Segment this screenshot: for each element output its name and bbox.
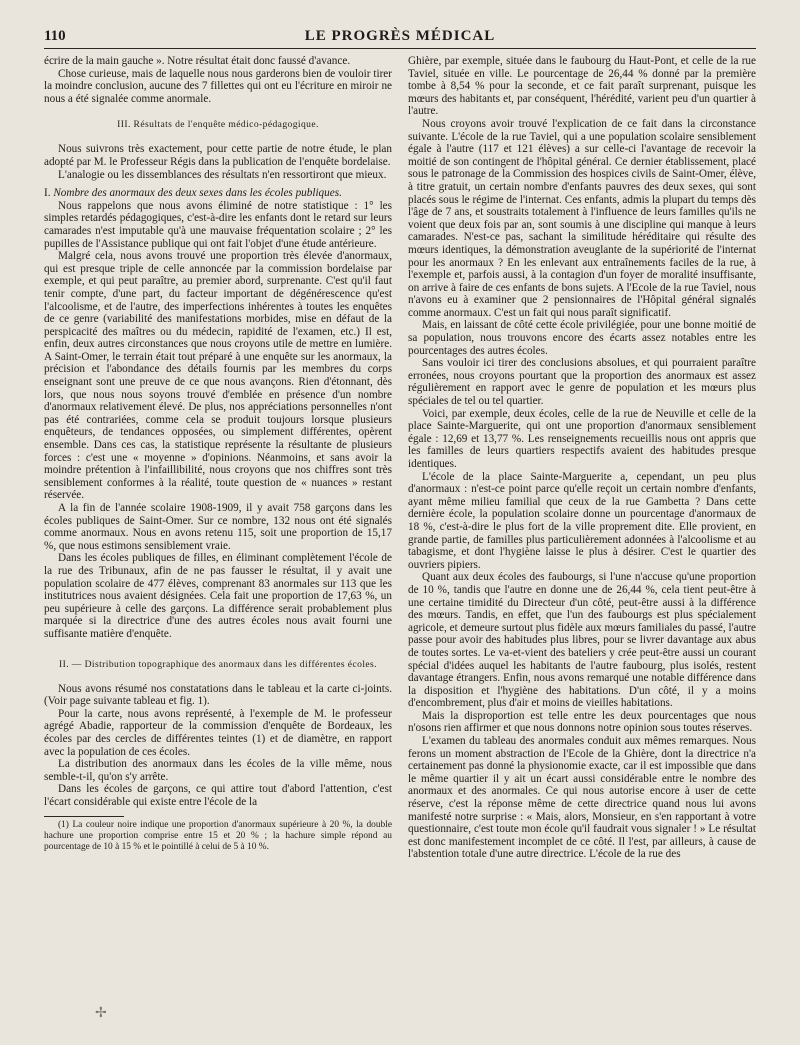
paragraph: L'analogie ou les dissemblances des résultats n'en ressortiront que mieux. [58,168,387,181]
left-column [44,55,392,861]
paragraph: Nous avons résumé nos constatations dans le tableau et la carte ci-joints. (Voir page suivante tableau et fig. 1). [44,682,392,708]
paragraph: L'école de la place Sainte-Marguerite a, cependant, un peu plus d'anormaux : n'est-ce point parce qu'elle reçoit un certain nombre d'enfants, ayant même milieu familial que ceux de la rue Gambetta ? Dans cette dernière école, la population scolaire donne un pourcentage d'anormaux de 18 %, c'est-à-dire le plus fort de la ville proprement dite. Elle provient, en grande partie, de familles plus particulièrement adonnées à l'alcoolisme et au tabagisme, et dont l'hygiène laisse le plus à désirer. C'est le quartier des ouvriers pipiers. [408,470,756,571]
paragraph: Sans vouloir ici tirer des conclusions absolues, et qui pourraient paraître erronées, nous croyons pourtant que la proportion des anormaux est assez régulièrement en rapport avec le genre de population et les mœurs plus spéciales de tel ou tel quartier. [408,357,756,408]
paragraph: Malgré cela, nous avons trouvé une proportion très élevée d'anormaux, qui est presque triple de celle annoncée par la commission bordelaise par exemple, et qui peut paraître, au premier abord, surprenante. C'est qu'il faut tenir compte, d'une part, du facteur important de dégénérescence qu'est l'alcoolisme, et de l'autre, des imperfections inhérentes à toutes les enquêtes de ce genre (variabilité des manifestations morbides, mise en défaut de la perspicacité des maîtres ou du médecin, rapidité de l'examen, etc.) Il est, enfin, deux autres circonstances que nous croyons utile de mettre en lumière. A Saint-Omer, le terrain était tout préparé à une enquête sur les anormaux, la précision et l'abondance des détails fournis par les membres du corps enseignant sont une preuve de ce que nous avançons. Rien d'étonnant, dès lors, que nous nous soyons trouvé d'emblée en présence d'un nombre d'anormaux relativement élevé. De plus, nos appréciations personnelles n'ont pas été contrariées, comme cela se produit toujours lorsque plusieurs enquêteurs, de tendances opposées, ou simplement différentes, opèrent ensemble. Dans ces cas, la statistique représente la résultante de plusieurs forces : c'est une « moyenne » d'opinions. Néanmoins, et sans avoir la moindre prétention à l'infaillibilité, nous croyons que nos chiffres sont très sensiblement conformes à la réalité, toute question de « nuances » restant réservée. [44,250,392,502]
footnote: (1) La couleur noire indique une proportion d'anormaux supérieure à 20 %, la double hachure une proportion comprise entre 15 et 20 % ; la hachure simple répond au pourcentage de 10 à 15 % et le pointillé à celui de 5 à 10 %. [44,820,392,852]
paragraph: Pour la carte, nous avons représenté, à l'exemple de M. le professeur agrégé Abadie, rapporteur de la commission d'enquête de Bordeaux, les écoles par des cercles de différentes teintes (1) et de diamètre, en rapport avec la population de ces écoles. [44,707,392,758]
section-heading-2: II. — Distribution topographique des anormaux dans les différentes écoles. [59,658,377,670]
paragraph: Mais la disproportion est telle entre les deux pourcentages que nous n'osons rien affirmer et que nous donnons notre opinion sous toutes réserves. [408,709,756,735]
section-heading-3: III. Résultats de l'enquête médico-pédagogique. [117,119,319,131]
paragraph: Nous suivrons très exactement, pour cette partie de notre étude, le plan adopté par M. le Professeur Régis dans la publication de l'enquête bordelaise. [44,143,392,168]
text-columns [44,55,756,861]
paragraph: La distribution des anormaux dans les écoles de la ville même, nous semble-t-il, qu'on s'y arrête. [44,758,392,783]
paragraph: Nous croyons avoir trouvé l'explication de ce fait dans la circonstance suivante. L'école de la rue Taviel, qui a une population scolaire sensiblement égale à l'autre (117 et 121 élèves) a sur celle-ci l'avantage de recevoir la moitié de son contingent de l'hôpital général. Ce dernier établissement, placé sous le patronage de la Commission des hospices civils de Saint-Omer, élève, à titre gratuit, un certain nombre d'enfants pauvres des deux sexes, qui sont placés sous le régime de l'internat. Ces enfants, admis la plupart du temps dès l'âge de 7 ans, et soustraits totalement à l'influence de leurs familles qu'ils ne voient que deux fois par an, sont soumis à une discipline qui manque à leurs camarades. N'est-ce pas, sachant la similitude héréditaire qui résulte des mœurs identiques, la démonstration aveuglante de la supériorité de l'internat pour les anormaux ? En les enlevant aux entraînements faciles de la rue, à l'exemple et, parfois aussi, à la contagion d'un foyer de moralité insuffisante, on arrive à faire de ces enfants de bons sujets. A l'Ecole de la rue Taviel, nous n'avons eu à examiner que 2 pensionnaires de l'Hôpital général signalés comme anormaux. C'est un fait qui nous paraît significatif. [408,117,756,319]
paragraph: Quant aux deux écoles des faubourgs, si l'une n'accuse qu'une proportion de 10 %, tandis que l'autre en donne une de 26,44 %, cela tient peut-être à une certaine timidité du Directeur d'un côté, peut-être aussi à la différence des mœurs. Tandis, en effet, que l'un des faubourgs est plus spécialement agricole, et demeure surtout plus fidèle aux mœurs familiales du passé, l'autre passe pour avoir des habitudes plus libres, pour se livrer davantage aux abus de toutes sortes. Le va-et-vient des bateliers y crée peut-être aussi un courant spécial d'idées auquel les habitants de l'autre faubourg, plus isolés, restent davantage étrangers. Enfin, nous avons remarqué une notable différence dans la disposition et l'hygiène des habitations. D'un côté, il y a moins d'encombrement, plus d'air et moins de vieilles habitations. [408,571,756,710]
subsection-heading [44,187,392,200]
paragraph: Dans les écoles de garçons, ce qui attire tout d'abord l'attention, c'est l'écart considérable qui existe entre l'école de la [44,783,392,808]
running-title: LE PROGRÈS MÉDICAL [304,28,496,44]
paragraph: Nous rappelons que nous avons éliminé de notre statistique : 1° les simples retardés pédagogiques, c'est-à-dire les enfants dont le retard sur leurs camarades n'est imputable qu'à une mauvaise fréquentation scolaire ; 2° les pupilles de l'Assistance publique qui ont fait l'objet d'une étude antérieure. [44,199,392,250]
paragraph: Ghière, par exemple, située dans le faubourg du Haut-Pont, et celle de la rue Taviel, située en ville. Le pourcentage de 26,44 % donné par la première tombe à 8,54 % pour la seconde, et ce fait paraît surprenant, puisque les mœurs des habitants et, par conséquent, l'hérédité, varient peu d'un quartier à l'autre. [408,55,756,118]
page-number: 110 [44,28,66,44]
paragraph: L'examen du tableau des anormales conduit aux mêmes remarques. Nous ferons un moment abstraction de l'Ecole de la Ghière, dont la directrice n'a certainement pas donné la physionomie exacte, car il est impossible que dans le même quartier il y ait un écart aussi considérable entre le nombre des anormaux et des anormales. Ce qui nous autorise encore à user de cette réserve, c'est la réponse même de cette directrice quand nous lui avons manifesté notre surprise : « Mais, alors, Monsieur, en s'en rapportant à votre questionnaire, c'est toute mon école qu'il faudrait vous signaler ! » Le résultat est donc manifestement incomplet de ce côté. Il l'est, par ailleurs, à cause de l'abstention totale d'une autre directrice. L'école de la rue des [408,735,756,861]
subsection-title: Nombre des anormaux des deux sexes dans les écoles publiques. [53,187,342,200]
paragraph: Mais, en laissant de côté cette école privilégiée, pour une bonne moitié de sa population, nous trouvons encore des écarts assez notables entre les pourcentages des autres écoles. [408,319,756,357]
paragraph: Chose curieuse, mais de laquelle nous nous garderons bien de vouloir tirer la moindre conclusion, aucune des 7 fillettes qui ont eu l'écriture en miroir ne nous a été signalée comme anormale. [44,67,392,105]
paragraph: A la fin de l'année scolaire 1908-1909, il y avait 758 garçons dans les écoles publiques de Saint-Omer. Sur ce nombre, 132 nous ont été signalés comme anormaux. Nous en avons retenu 115, soit une proportion de 15,17 %, que nous estimons sensiblement vraie. [44,502,392,552]
subsection-number: I. [44,187,51,200]
right-column [408,55,756,861]
paragraph: écrire de la main gauche ». Notre résultat était donc faussé d'avance. [44,55,351,67]
paragraph: Voici, par exemple, deux écoles, celle de la rue de Neuville et celle de la place Sainte-Marguerite, qui ont une proportion d'anormaux sensiblement égale : 12,69 et 13,77 %. Les renseignements recueillis nous ont appris que les familles de leurs quartiers respectifs avaient des habitudes presque identiques. [408,407,756,470]
page-blemish-icon: ✢ [95,1006,107,1021]
footnote-rule [44,816,124,817]
paragraph: Dans les écoles publiques de filles, en éliminant complètement l'école de la rue des Tribunaux, afin de ne pas fausser le résultat, il y avait une population scolaire de 477 élèves, comprenant 83 anormales sur 113 que les institutrices nous avaient désignées. Cela fait une proportion de 17,63 %, un peu supérieure à celle des garçons. La différence serait probablement plus marquée si la directrice d'une des autres écoles nous avait fourni une suffisante matière d'enquête. [44,552,392,640]
page-header [44,28,756,49]
